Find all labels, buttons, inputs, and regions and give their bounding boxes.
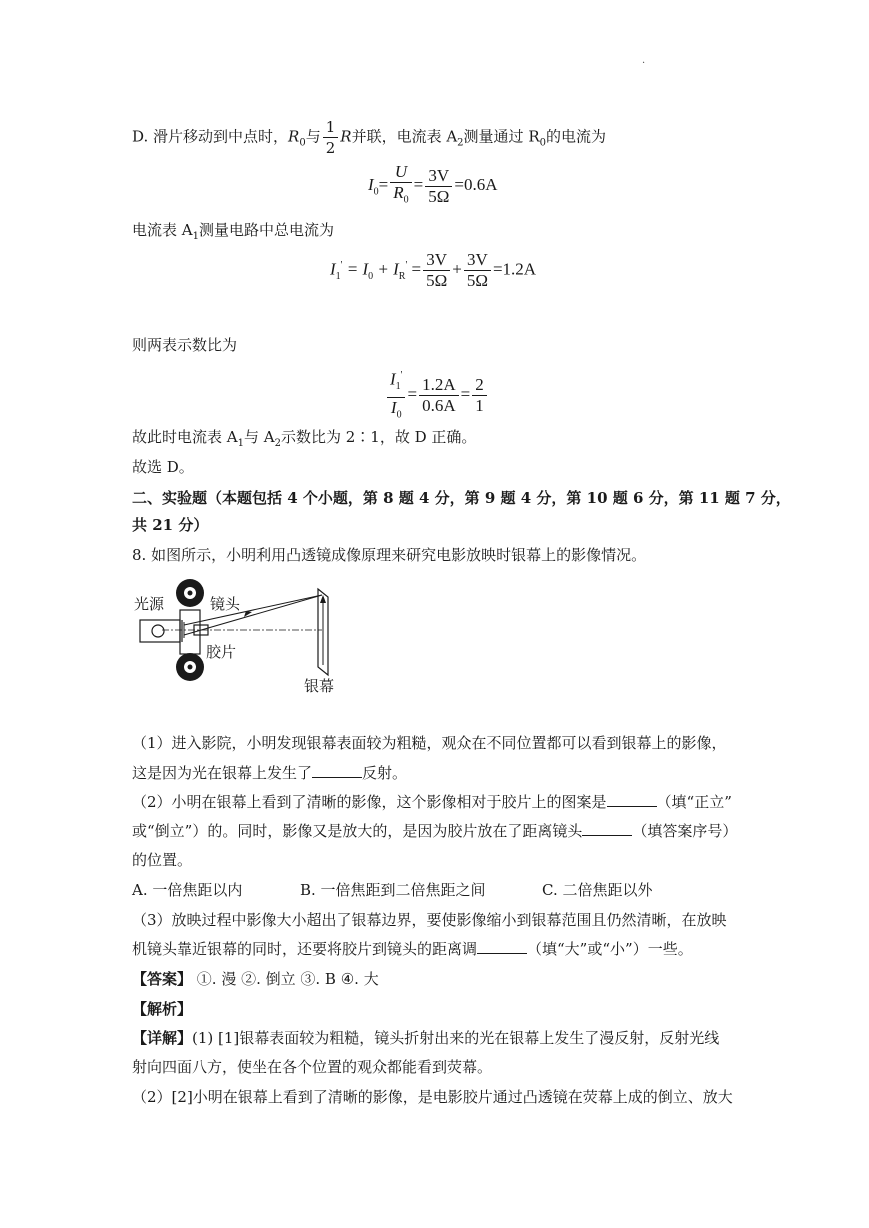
q3-line2-a: 机镜头靠近银幕的同时，还要将胶片到镜头的距离调: [132, 940, 478, 958]
conclude-text3: 示数比为 2∶1，故 D 正确。: [280, 428, 477, 446]
conclude-sub1: 1: [237, 438, 244, 449]
equation-ratio: $\frac{I_1'}{I_0}$ = $\frac{1.2A}{0.6A}$ = $\frac{2}{1}$: [385, 366, 489, 425]
eq1-result: =0.6A: [454, 175, 498, 195]
eq2-r-sub: R: [398, 270, 406, 282]
q3-line2: [132, 938, 693, 960]
q1-line2-b: 反射。: [362, 764, 408, 782]
q3-line2-b: （填“大”或“小”）一些。: [527, 940, 693, 958]
a1-line: [132, 219, 334, 248]
eq3-num1: I: [390, 369, 396, 389]
r0b-sub: 0: [539, 137, 546, 149]
r-symbol: R: [340, 127, 352, 146]
eq2-num: 3V: [423, 250, 450, 271]
label-light-source: 光源: [134, 595, 165, 613]
eq1-lhs-sub: 0: [373, 186, 379, 198]
eq3-frac2: [419, 375, 459, 416]
blank-2: [607, 792, 657, 807]
bulb-icon: [152, 625, 164, 637]
r0-symbol: R: [288, 127, 300, 146]
answer-label: 【答案】: [132, 970, 193, 988]
question-8: 8. 如图所示，小明利用凸透镜成像原理来研究电影放映时银幕上的影像情况。: [132, 546, 647, 564]
eq3-num3: 2: [472, 375, 487, 396]
detail-line2: 射向四面八方，使坐在各个位置的观众都能看到荧幕。: [132, 1058, 493, 1076]
eq3-den3: 1: [475, 396, 484, 416]
a2-sub: 2: [457, 137, 464, 149]
blank-4: [477, 939, 527, 954]
eq1-frac2: [425, 166, 452, 207]
eq1-lhs: I: [368, 175, 374, 195]
conclude-line: [132, 426, 476, 455]
page-mark: ·: [642, 58, 646, 69]
option-d-line: [132, 117, 606, 158]
a1-sub: 1: [192, 231, 199, 242]
eq2-lhs-sub: 1: [335, 270, 341, 282]
eq1-num1: U: [390, 162, 411, 183]
option-d-suffix2: 测量通过 R: [463, 127, 540, 146]
eq3-frac1: [387, 366, 405, 425]
detail-line1: [132, 1027, 719, 1049]
eq2-mid: = I: [346, 259, 369, 279]
half-den: 2: [325, 139, 336, 157]
q1-line2-a: 这是因为光在银幕上发生了: [132, 764, 313, 782]
detail-line3: （2）[2]小明在银幕上看到了清晰的影像，是电影胶片通过凸透镜在荧幕上成的倒立、放大: [132, 1088, 733, 1106]
analysis-label: 【解析】: [132, 1000, 193, 1018]
eq3-num1-sub: 1: [395, 381, 401, 393]
option-d-suffix3: 的电流为: [545, 127, 606, 146]
q2-line2-a: 或“倒立”）的。同时，影像又是放大的，是因为胶片放在了距离镜头: [132, 822, 583, 840]
eq1-den1: R: [393, 183, 404, 202]
eq3-den1: I: [390, 398, 397, 418]
select-line: 故选 D。: [132, 458, 194, 476]
detail-line1-text: (1) [1]银幕表面较为粗糙，镜头折射出来的光在银幕上发生了漫反射，反射光线: [192, 1029, 720, 1047]
eq2-den: 5Ω: [426, 271, 448, 290]
equation-i1: $I_1' = I_0 + I_R'$ = $\frac{3V}{5\Omega}$ + $\frac{3V}{5\Omega}$ =1.2A: [330, 250, 537, 290]
equation-i0: $I_0=$ $\frac{U}{R_0}$ = $\frac{3V}{5\Omega}$ =0.6A: [368, 162, 498, 210]
r0-sub: 0: [299, 137, 306, 149]
q3-line1: （3）放映过程中影像大小超出了银幕边界，要使影像缩小到银幕范围且仍然清晰，在放映: [132, 911, 727, 929]
section-title-2: 共 21 分）: [132, 516, 209, 534]
eq2-den2: 5Ω: [466, 271, 488, 290]
eq3-den2: 0.6A: [422, 396, 456, 416]
eq3-den1-sub: 0: [396, 409, 402, 421]
eq1-num2: 3V: [425, 166, 452, 187]
label-film: 胶片: [206, 643, 237, 661]
blank-1: [312, 763, 362, 778]
answer-line: [132, 968, 379, 990]
q2-line1-a: （2）小明在银幕上看到了清晰的影像，这个影像相对于胶片上的图案是: [132, 793, 607, 811]
eq3-num1-sup: ': [400, 370, 403, 381]
eq2-num2: 3V: [464, 250, 491, 271]
q1-line2: [132, 762, 407, 784]
q2-line1-b: （填“正立”: [656, 793, 732, 811]
option-b: B. 一倍焦距到二倍焦距之间: [300, 881, 486, 899]
option-d-suffix1: 并联，电流表 A: [351, 127, 458, 146]
eq2-lhs-sup: ': [340, 259, 343, 271]
eq2-lhs: I: [330, 259, 336, 279]
eq1-den2: 5Ω: [428, 186, 450, 206]
eq2-frac1: [423, 250, 450, 291]
q2-line2-b: （填答案序号）: [632, 822, 738, 840]
conclude-sub2: 2: [274, 438, 281, 449]
half-fraction: [323, 117, 339, 158]
half-num: 1: [323, 117, 339, 138]
q2-line3: 的位置。: [132, 851, 193, 869]
option-c: C. 二倍焦距以外: [542, 881, 653, 899]
q2-line1: [132, 791, 732, 813]
eq3-frac3: [472, 375, 487, 416]
eq2-mid-sub: 0: [368, 270, 374, 282]
projector-diagram: [132, 575, 352, 695]
eq1-frac1: [390, 162, 411, 210]
conclude-text2: 与 A: [243, 428, 275, 446]
with-text: 与: [305, 127, 321, 146]
eq2-plus: + I: [373, 259, 399, 279]
detail-label: 【详解】: [132, 1029, 193, 1047]
eq1-den1-sub: 0: [403, 194, 409, 206]
section-title-1: 二、实验题（本题包括 4 个小题，第 8 题 4 分，第 9 题 4 分，第 10 题 6 分，第 11 题 7 分，: [132, 489, 791, 507]
conclude-text1: 故此时电流表 A: [132, 428, 238, 446]
eq3-num2: 1.2A: [419, 375, 459, 396]
q1-line1: （1）进入影院，小明发现银幕表面较为粗糙，观众在不同位置都可以看到银幕上的影像，: [132, 734, 727, 752]
a1-text1: 电流表 A: [132, 221, 193, 239]
eq2-result: =1.2A: [492, 259, 537, 279]
answer-text: ①. 漫 ②. 倒立 ③. B ④. 大: [192, 970, 379, 988]
blank-3: [582, 821, 632, 836]
eq2-r-sup: ': [405, 259, 408, 271]
a1-text2: 测量电路中总电流为: [198, 221, 334, 239]
option-d-prefix: D. 滑片移动到中点时，: [132, 127, 289, 146]
label-screen: 银幕: [304, 677, 335, 695]
q2-line2: [132, 820, 737, 842]
label-lens: 镜头: [210, 595, 241, 613]
eq2-frac2: [464, 250, 491, 291]
option-a: A. 一倍焦距以内: [132, 881, 243, 899]
ratio-line: 则两表示数比为: [132, 336, 238, 354]
